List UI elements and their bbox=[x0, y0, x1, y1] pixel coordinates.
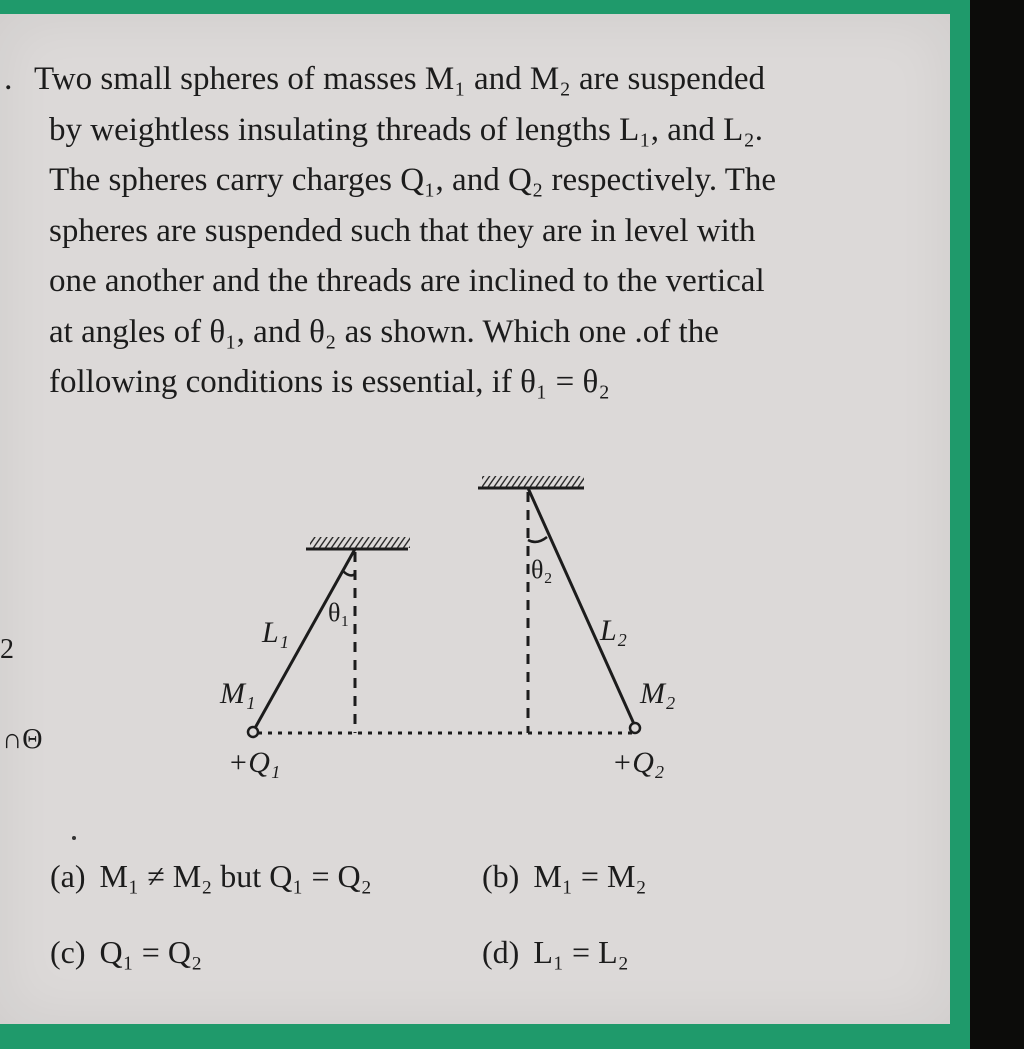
sphere-m1 bbox=[248, 727, 258, 737]
label-q2: +Q₂ bbox=[612, 746, 665, 779]
option-d-text: L₁ = L₂ bbox=[533, 934, 629, 970]
option-c-label: (c) bbox=[50, 934, 86, 970]
option-c-text: Q₁ = Q₂ bbox=[99, 934, 203, 970]
right-ceiling-support bbox=[478, 476, 584, 488]
option-a[interactable] bbox=[50, 858, 372, 895]
thread-l2 bbox=[528, 488, 634, 724]
label-m2: M₂ bbox=[640, 677, 676, 710]
option-b-text: M₁ = M₂ bbox=[533, 858, 647, 894]
sphere-m2 bbox=[630, 723, 640, 733]
option-a-label: (a) bbox=[50, 858, 86, 894]
question-line: at angles of θ₁, and θ₂ as shown. Which one .of the bbox=[49, 313, 719, 350]
option-a-text: M₁ ≠ M₂ but Q₁ = Q₂ bbox=[99, 858, 372, 894]
theta1-arc bbox=[343, 571, 355, 575]
question-line: one another and the threads are inclined to the vertical bbox=[49, 263, 765, 299]
label-l1: L₁ bbox=[262, 616, 290, 649]
question-line: The spheres carry charges Q₁, and Q₂ respectively. The bbox=[49, 162, 777, 198]
theta2-arc bbox=[528, 537, 547, 542]
option-c[interactable] bbox=[50, 934, 202, 971]
side-mark-bottom: ∩Θ bbox=[2, 724, 43, 755]
label-m1: M₁ bbox=[220, 677, 256, 710]
question-line: spheres are suspended such that they are in level with bbox=[49, 212, 756, 249]
label-q1: +Q₁ bbox=[228, 746, 281, 779]
side-mark-top: 2 bbox=[0, 634, 14, 665]
question-line: by weightless insulating threads of lengths L₁, and L₂. bbox=[49, 111, 764, 148]
label-theta2: θ₂ bbox=[531, 555, 553, 584]
left-ceiling-support bbox=[306, 537, 410, 549]
question-line: following conditions is essential, if θ₁ = θ₂ bbox=[49, 364, 610, 400]
label-theta1: θ₁ bbox=[328, 598, 350, 627]
question-number: . bbox=[4, 60, 13, 97]
label-l2: L₂ bbox=[600, 614, 628, 647]
option-b-label: (b) bbox=[482, 858, 520, 894]
option-d[interactable] bbox=[482, 934, 629, 971]
question-line: Two small spheres of masses M₁ and M₂ are suspended bbox=[34, 61, 765, 97]
option-b[interactable] bbox=[482, 858, 647, 895]
option-d-label: (d) bbox=[482, 934, 520, 970]
